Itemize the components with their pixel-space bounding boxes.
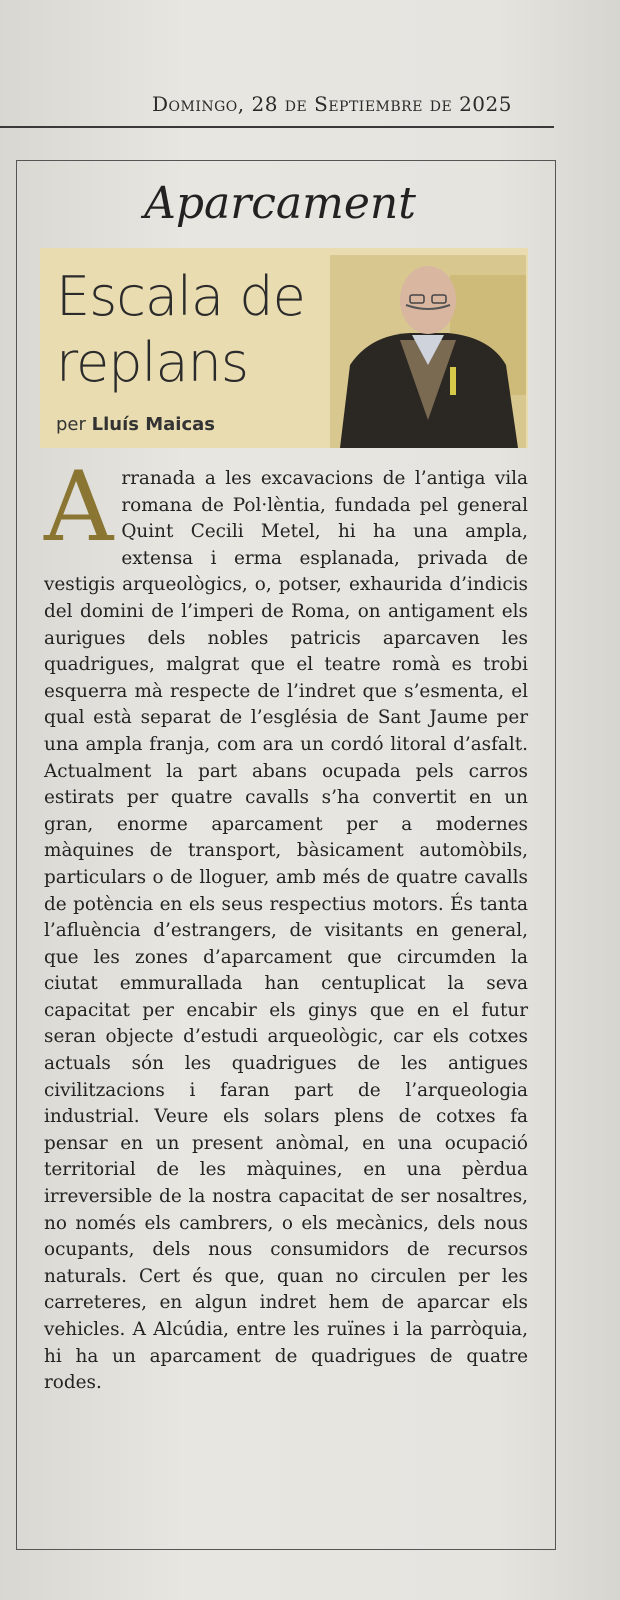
headline: Escala de replans xyxy=(56,265,305,394)
byline-prefix: per xyxy=(56,414,86,435)
author-photo xyxy=(330,255,526,448)
section-title: Aparcament xyxy=(144,178,416,229)
date-line: Domingo, 28 de Septiembre de 2025 xyxy=(152,92,512,116)
drop-cap: A xyxy=(44,451,114,563)
byline xyxy=(56,414,215,435)
byline-author: Lluís Maicas xyxy=(91,414,216,435)
article-text: rranada a les excavacions de l’antiga vila romana de Pol·lèntia, fundada pel general Quint Cecili Metel, hi ha una ampla, extensa i erma esplanada, privada de vestigis arqueològics, o, potser, exhaurida d’indicis del domini de l’imperi de Roma, on antigament els aurigues dels nobles patricis aparcaven les quadrigues, malgrat que el teatre romà es trobi esquerra mà respecte de l’indret que s’esmenta, el qual està separat de l’església de Sant Jaume per una ampla franja, com ara un cordó litoral d’asfalt. Actualment la part abans ocupada pels carros estirats per quatre cavalls s’ha convertit en un gran, enorme aparcament per a modernes màquines de transport, bàsicament automòbils, particulars o de lloguer, amb més de quatre cavalls de potència en els seus respectius motors. És tanta l’afluència d’estrangers, de visitants en general, que les zones d’aparcament que circumden la ciutat emmurallada han centuplicat la seva capacitat per encabir els ginys que en el futur seran objecte d’estudi arqueològic, car els cotxes actuals són les quadrigues de les antigues civilitzacions i faran part de l’arqueologia industrial. Veure els solars plens de cotxes fa pensar en un present anòmal, en una ocupació territorial de les màquines, en una pèrdua irreversible de la nostra capacitat de ser nosaltres, no només els cambrers, o els mecànics, dels nous ocupants, dels nous consumidors de recursos naturals. Cert és que, quan no circulen per les carreteres, en algun indret hem de aparcar els vehicles. A Alcúdia, entre les ruïnes i la parròquia, hi ha un aparcament de quadrigues de quatre rodes. xyxy=(44,468,528,1394)
article-body xyxy=(44,451,528,1397)
top-rule xyxy=(0,126,554,128)
